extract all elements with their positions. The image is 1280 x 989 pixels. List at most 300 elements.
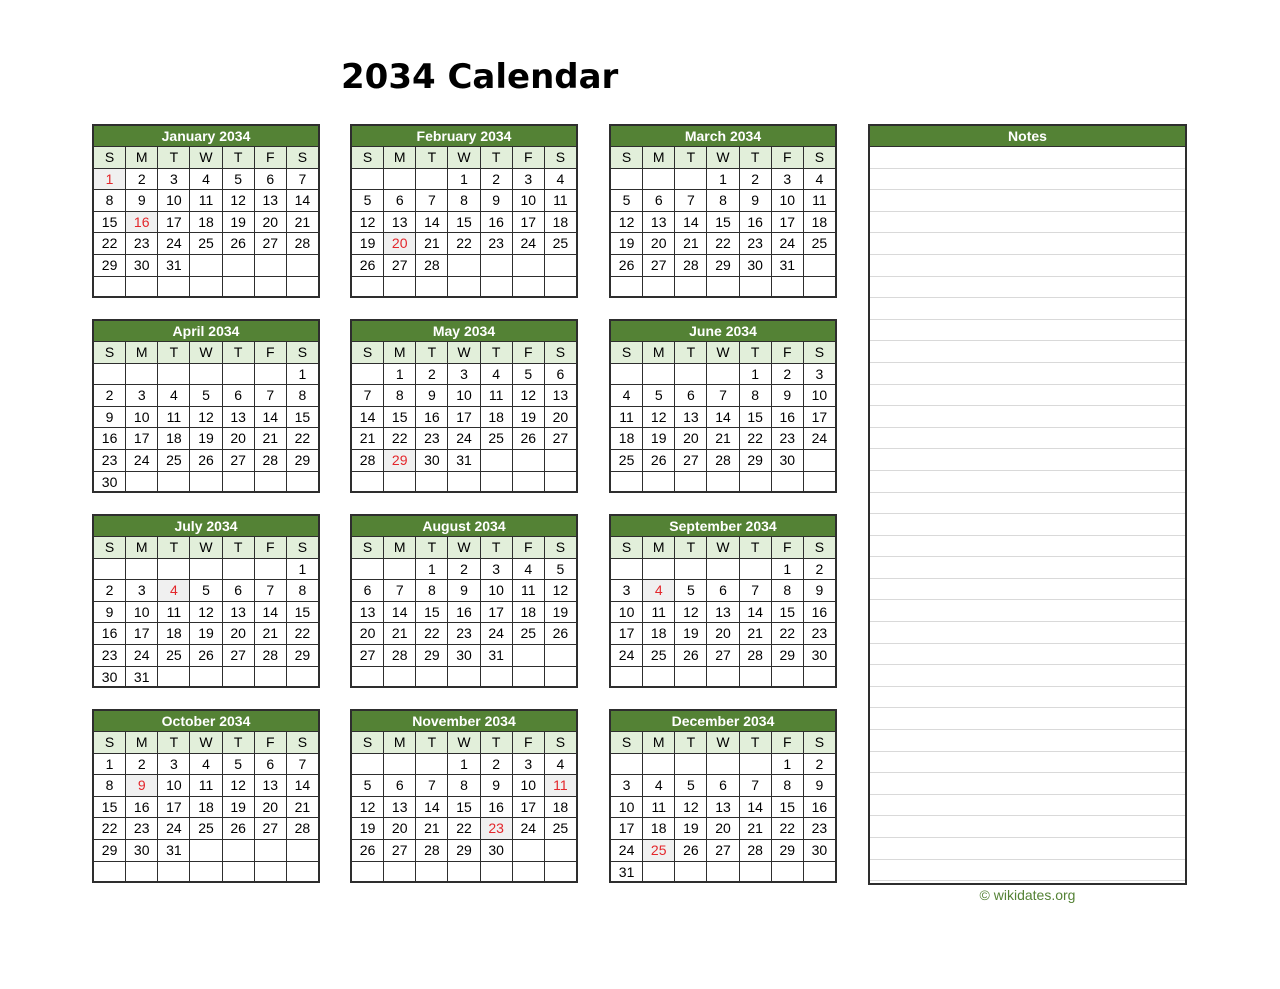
day-cell: 3 bbox=[448, 364, 480, 385]
notes-line[interactable] bbox=[870, 428, 1185, 450]
day-cell: 16 bbox=[740, 212, 772, 233]
day-cell: 4 bbox=[190, 754, 222, 775]
day-cell: 20 bbox=[384, 818, 416, 839]
day-cell: 23 bbox=[448, 623, 480, 644]
day-cell: 17 bbox=[811, 408, 828, 425]
day-cell: 15 bbox=[94, 797, 126, 818]
day-cell: 14 bbox=[740, 797, 772, 818]
day-cell: 9 bbox=[94, 602, 126, 623]
day-cell: 27 bbox=[352, 645, 384, 666]
day-cell: 17 bbox=[158, 212, 190, 233]
day-cell: 22 bbox=[294, 430, 311, 447]
day-cell: 29 bbox=[740, 450, 772, 471]
notes-line[interactable] bbox=[870, 752, 1185, 774]
empty-day-cell bbox=[643, 862, 675, 883]
day-cell: 13 bbox=[384, 797, 416, 818]
empty-day-cell bbox=[448, 277, 480, 298]
day-cell: 25 bbox=[190, 233, 222, 254]
notes-line[interactable] bbox=[870, 363, 1185, 385]
notes-line[interactable] bbox=[870, 708, 1185, 730]
weekday-label: T bbox=[158, 537, 190, 558]
day-cell: 6 bbox=[384, 775, 416, 796]
weekday-label: T bbox=[481, 342, 513, 363]
empty-day-cell bbox=[126, 277, 158, 298]
day-cell: 3 bbox=[158, 169, 190, 190]
notes-line[interactable] bbox=[870, 169, 1185, 191]
empty-day-cell bbox=[416, 169, 448, 190]
day-cell: 8 bbox=[707, 190, 739, 211]
day-cell: 28 bbox=[416, 840, 448, 861]
month-calendar bbox=[350, 319, 578, 493]
day-cell: 11 bbox=[643, 602, 675, 623]
day-cell: 23 bbox=[94, 645, 126, 666]
day-cell: 30 bbox=[481, 840, 513, 861]
weekday-label: S bbox=[555, 539, 566, 555]
weekday-header-row bbox=[611, 147, 835, 169]
day-cell: 11 bbox=[158, 407, 190, 428]
empty-day-cell bbox=[255, 667, 287, 688]
day-cell: 22 bbox=[448, 233, 480, 254]
month-calendar bbox=[609, 319, 837, 493]
weekday-label: T bbox=[416, 537, 448, 558]
weekday-label: S bbox=[297, 539, 308, 555]
day-cell: 1 bbox=[416, 559, 448, 580]
week-row bbox=[611, 169, 835, 191]
week-row bbox=[352, 277, 576, 298]
day-cell: 5 bbox=[513, 364, 545, 385]
notes-line[interactable] bbox=[870, 665, 1185, 687]
weekday-header-row bbox=[352, 147, 576, 169]
day-cell: 19 bbox=[675, 818, 707, 839]
day-cell: 10 bbox=[513, 190, 545, 211]
notes-line[interactable] bbox=[870, 147, 1185, 169]
day-cell: 16 bbox=[481, 797, 513, 818]
day-cell: 7 bbox=[675, 190, 707, 211]
day-cell: 27 bbox=[223, 450, 255, 471]
weekday-label: T bbox=[675, 732, 707, 753]
day-cell: 29 bbox=[294, 646, 311, 663]
empty-day-cell bbox=[384, 754, 416, 775]
day-cell: 27 bbox=[552, 430, 569, 447]
notes-line[interactable] bbox=[870, 471, 1185, 493]
week-row bbox=[611, 602, 835, 624]
notes-line[interactable] bbox=[870, 687, 1185, 709]
day-cell: 20 bbox=[552, 408, 569, 425]
notes-line[interactable] bbox=[870, 838, 1185, 860]
notes-line[interactable] bbox=[870, 449, 1185, 471]
weekday-label: F bbox=[772, 147, 804, 168]
day-cell: 16 bbox=[126, 797, 158, 818]
weekday-label: W bbox=[707, 147, 739, 168]
empty-day-cell bbox=[545, 277, 576, 298]
empty-day-cell bbox=[384, 277, 416, 298]
day-cell: 24 bbox=[126, 450, 158, 471]
day-cell: 8 bbox=[298, 582, 307, 599]
day-cell: 26 bbox=[675, 645, 707, 666]
empty-day-cell bbox=[352, 559, 384, 580]
day-cell: 16 bbox=[811, 603, 828, 620]
day-cell: 1 bbox=[740, 364, 772, 385]
week-row bbox=[94, 407, 318, 429]
empty-day-cell bbox=[643, 277, 675, 298]
weekday-header-row bbox=[94, 147, 318, 169]
empty-day-cell bbox=[513, 645, 545, 666]
day-cell: 1 bbox=[384, 364, 416, 385]
empty-day-cell bbox=[126, 862, 158, 883]
day-cell: 30 bbox=[94, 472, 126, 493]
week-row bbox=[611, 190, 835, 212]
weekday-label: T bbox=[416, 732, 448, 753]
empty-day-cell bbox=[94, 862, 126, 883]
day-cell: 26 bbox=[552, 625, 569, 642]
day-cell: 18 bbox=[811, 213, 828, 230]
week-row bbox=[611, 840, 835, 862]
day-cell: 29 bbox=[772, 840, 804, 861]
day-cell: 3 bbox=[513, 754, 545, 775]
day-cell: 8 bbox=[298, 387, 307, 404]
day-cell: 19 bbox=[352, 233, 384, 254]
empty-day-cell bbox=[158, 472, 190, 493]
day-cell: 14 bbox=[675, 212, 707, 233]
notes-line[interactable] bbox=[870, 212, 1185, 234]
empty-day-cell bbox=[190, 472, 222, 493]
day-cell: 14 bbox=[416, 212, 448, 233]
empty-day-cell bbox=[126, 559, 158, 580]
empty-day-cell bbox=[740, 862, 772, 883]
day-cell: 14 bbox=[255, 407, 287, 428]
day-cell: 6 bbox=[223, 385, 255, 406]
day-cell: 15 bbox=[416, 602, 448, 623]
empty-day-cell bbox=[255, 364, 287, 385]
notes-line[interactable] bbox=[870, 493, 1185, 515]
month-title: July 2034 bbox=[94, 516, 318, 537]
notes-line[interactable] bbox=[870, 557, 1185, 579]
day-cell: 7 bbox=[352, 385, 384, 406]
day-cell: 28 bbox=[255, 450, 287, 471]
empty-day-cell bbox=[643, 559, 675, 580]
month-title: June 2034 bbox=[611, 321, 835, 342]
day-cell: 2 bbox=[94, 580, 126, 601]
day-cell: 31 bbox=[611, 862, 643, 883]
empty-day-cell bbox=[481, 472, 513, 493]
month-title: May 2034 bbox=[352, 321, 576, 342]
day-cell: 27 bbox=[255, 233, 287, 254]
week-row bbox=[611, 862, 835, 883]
day-cell: 18 bbox=[190, 797, 222, 818]
empty-day-cell bbox=[223, 472, 255, 493]
day-cell: 21 bbox=[294, 798, 311, 815]
week-row bbox=[94, 580, 318, 602]
notes-line[interactable] bbox=[870, 795, 1185, 817]
day-cell: 6 bbox=[255, 754, 287, 775]
day-cell: 3 bbox=[126, 580, 158, 601]
day-cell: 28 bbox=[707, 450, 739, 471]
empty-day-cell bbox=[611, 667, 643, 688]
day-cell: 7 bbox=[416, 775, 448, 796]
weekday-label: S bbox=[94, 732, 126, 753]
day-cell: 23 bbox=[126, 233, 158, 254]
day-cell: 26 bbox=[352, 255, 384, 276]
day-cell: 3 bbox=[815, 365, 824, 382]
weekday-label: S bbox=[297, 734, 308, 750]
day-cell: 23 bbox=[481, 233, 513, 254]
week-row bbox=[94, 559, 318, 581]
day-cell: 10 bbox=[158, 190, 190, 211]
empty-day-cell bbox=[223, 559, 255, 580]
day-cell: 31 bbox=[481, 645, 513, 666]
weekday-label: W bbox=[190, 732, 222, 753]
notes-line[interactable] bbox=[870, 277, 1185, 299]
weekday-label: F bbox=[513, 147, 545, 168]
notes-line[interactable] bbox=[870, 773, 1185, 795]
week-row bbox=[352, 559, 576, 581]
day-cell: 13 bbox=[707, 797, 739, 818]
day-cell: 4 bbox=[556, 755, 565, 772]
weekday-label: T bbox=[158, 342, 190, 363]
week-row bbox=[611, 623, 835, 645]
week-row bbox=[611, 428, 835, 450]
empty-day-cell bbox=[94, 364, 126, 385]
empty-day-cell bbox=[772, 472, 804, 493]
day-cell: 29 bbox=[94, 840, 126, 861]
day-cell: 3 bbox=[513, 169, 545, 190]
notes-line[interactable] bbox=[870, 644, 1185, 666]
day-cell: 21 bbox=[255, 428, 287, 449]
weekday-label: S bbox=[555, 344, 566, 360]
day-cell: 6 bbox=[643, 190, 675, 211]
week-row bbox=[611, 212, 835, 234]
day-cell: 13 bbox=[643, 212, 675, 233]
week-row bbox=[94, 602, 318, 624]
day-cell: 11 bbox=[553, 192, 568, 209]
holiday-day-cell: 4 bbox=[643, 580, 675, 601]
day-cell: 30 bbox=[448, 645, 480, 666]
empty-day-cell bbox=[352, 667, 384, 688]
day-cell: 9 bbox=[481, 775, 513, 796]
weekday-label: W bbox=[707, 342, 739, 363]
holiday-day-cell: 29 bbox=[384, 450, 416, 471]
day-cell: 24 bbox=[611, 840, 643, 861]
notes-line[interactable] bbox=[870, 385, 1185, 407]
day-cell: 28 bbox=[416, 255, 448, 276]
day-cell: 26 bbox=[513, 428, 545, 449]
weekday-label: S bbox=[814, 734, 825, 750]
day-cell: 26 bbox=[190, 645, 222, 666]
day-cell: 17 bbox=[611, 818, 643, 839]
weekday-header-row bbox=[611, 537, 835, 559]
empty-day-cell bbox=[804, 472, 835, 493]
month-calendar bbox=[92, 514, 320, 688]
day-cell: 28 bbox=[384, 645, 416, 666]
day-cell: 10 bbox=[811, 387, 828, 404]
day-cell: 20 bbox=[223, 623, 255, 644]
week-row bbox=[611, 472, 835, 493]
day-cell: 24 bbox=[611, 645, 643, 666]
empty-day-cell bbox=[772, 862, 804, 883]
weekday-label: F bbox=[772, 732, 804, 753]
weekday-label: M bbox=[384, 342, 416, 363]
day-cell: 9 bbox=[126, 190, 158, 211]
weekday-label: S bbox=[611, 732, 643, 753]
day-cell: 18 bbox=[611, 428, 643, 449]
day-cell: 3 bbox=[126, 385, 158, 406]
empty-day-cell bbox=[416, 667, 448, 688]
day-cell: 10 bbox=[772, 190, 804, 211]
week-row bbox=[611, 775, 835, 797]
weekday-label: T bbox=[675, 342, 707, 363]
week-row bbox=[94, 190, 318, 212]
day-cell: 29 bbox=[416, 645, 448, 666]
day-cell: 10 bbox=[513, 775, 545, 796]
day-cell: 27 bbox=[675, 450, 707, 471]
empty-day-cell bbox=[772, 277, 804, 298]
page-title: 2034 Calendar bbox=[341, 57, 619, 97]
day-cell: 24 bbox=[513, 818, 545, 839]
day-cell: 26 bbox=[190, 450, 222, 471]
empty-day-cell bbox=[223, 840, 255, 861]
holiday-day-cell: 16 bbox=[126, 212, 158, 233]
day-cell: 6 bbox=[384, 190, 416, 211]
day-cell: 10 bbox=[448, 385, 480, 406]
empty-day-cell bbox=[158, 364, 190, 385]
day-cell: 23 bbox=[740, 233, 772, 254]
notes-line[interactable] bbox=[870, 622, 1185, 644]
day-cell: 31 bbox=[158, 840, 190, 861]
notes-line[interactable] bbox=[870, 860, 1185, 882]
weekday-label: M bbox=[384, 147, 416, 168]
week-row bbox=[94, 472, 318, 493]
day-cell: 13 bbox=[223, 602, 255, 623]
day-cell: 17 bbox=[158, 797, 190, 818]
day-cell: 12 bbox=[190, 602, 222, 623]
day-cell: 24 bbox=[513, 233, 545, 254]
day-cell: 5 bbox=[352, 775, 384, 796]
notes-line[interactable] bbox=[870, 579, 1185, 601]
day-cell: 15 bbox=[772, 797, 804, 818]
weekday-label: F bbox=[255, 147, 287, 168]
day-cell: 12 bbox=[552, 582, 569, 599]
empty-day-cell bbox=[675, 277, 707, 298]
day-cell: 7 bbox=[416, 190, 448, 211]
week-row bbox=[352, 862, 576, 883]
week-row bbox=[352, 364, 576, 386]
day-cell: 15 bbox=[294, 603, 311, 620]
notes-line[interactable] bbox=[870, 255, 1185, 277]
day-cell: 14 bbox=[416, 797, 448, 818]
weekday-label: S bbox=[297, 344, 308, 360]
empty-day-cell bbox=[190, 277, 222, 298]
day-cell: 17 bbox=[126, 428, 158, 449]
empty-day-cell bbox=[255, 559, 287, 580]
weekday-label: F bbox=[772, 342, 804, 363]
notes-line[interactable] bbox=[870, 600, 1185, 622]
empty-day-cell bbox=[675, 169, 707, 190]
day-cell: 6 bbox=[223, 580, 255, 601]
day-cell: 3 bbox=[772, 169, 804, 190]
notes-line[interactable] bbox=[870, 406, 1185, 428]
notes-line[interactable] bbox=[870, 816, 1185, 838]
weekday-label: T bbox=[223, 537, 255, 558]
notes-line[interactable] bbox=[870, 320, 1185, 342]
notes-line[interactable] bbox=[870, 514, 1185, 536]
weekday-label: F bbox=[255, 732, 287, 753]
empty-day-cell bbox=[190, 559, 222, 580]
day-cell: 2 bbox=[740, 169, 772, 190]
notes-line[interactable] bbox=[870, 298, 1185, 320]
week-row bbox=[611, 364, 835, 386]
day-cell: 23 bbox=[811, 820, 828, 837]
empty-day-cell bbox=[223, 255, 255, 276]
day-cell: 23 bbox=[126, 818, 158, 839]
empty-day-cell bbox=[611, 472, 643, 493]
week-row bbox=[94, 428, 318, 450]
day-cell: 15 bbox=[772, 602, 804, 623]
notes-panel bbox=[868, 124, 1187, 885]
day-cell: 3 bbox=[481, 559, 513, 580]
weekday-label: W bbox=[707, 732, 739, 753]
day-cell: 7 bbox=[298, 755, 307, 772]
weekday-label: M bbox=[643, 537, 675, 558]
weekday-label: F bbox=[255, 342, 287, 363]
day-cell: 11 bbox=[643, 797, 675, 818]
day-cell: 9 bbox=[94, 407, 126, 428]
week-row bbox=[611, 407, 835, 429]
day-cell: 10 bbox=[611, 797, 643, 818]
weekday-label: S bbox=[814, 149, 825, 165]
day-cell: 1 bbox=[772, 559, 804, 580]
day-cell: 23 bbox=[772, 428, 804, 449]
month-calendar bbox=[92, 124, 320, 298]
notes-line[interactable] bbox=[870, 536, 1185, 558]
day-cell: 17 bbox=[611, 623, 643, 644]
day-cell: 5 bbox=[675, 775, 707, 796]
notes-line[interactable] bbox=[870, 730, 1185, 752]
week-row bbox=[94, 754, 318, 776]
notes-line[interactable] bbox=[870, 190, 1185, 212]
week-row bbox=[352, 818, 576, 840]
empty-day-cell bbox=[352, 862, 384, 883]
week-row bbox=[352, 645, 576, 667]
empty-day-cell bbox=[255, 472, 287, 493]
weekday-label: T bbox=[740, 537, 772, 558]
weekday-label: W bbox=[707, 537, 739, 558]
empty-day-cell bbox=[158, 559, 190, 580]
day-cell: 19 bbox=[552, 603, 569, 620]
notes-line[interactable] bbox=[870, 341, 1185, 363]
day-cell: 26 bbox=[223, 818, 255, 839]
day-cell: 5 bbox=[611, 190, 643, 211]
day-cell: 29 bbox=[448, 840, 480, 861]
empty-day-cell bbox=[384, 559, 416, 580]
empty-day-cell bbox=[804, 862, 835, 883]
day-cell: 8 bbox=[448, 190, 480, 211]
empty-day-cell bbox=[707, 559, 739, 580]
day-cell: 26 bbox=[223, 233, 255, 254]
empty-day-cell bbox=[255, 277, 287, 298]
day-cell: 3 bbox=[611, 775, 643, 796]
day-cell: 5 bbox=[643, 385, 675, 406]
weekday-label: T bbox=[740, 732, 772, 753]
weekday-label: S bbox=[352, 147, 384, 168]
notes-line[interactable] bbox=[870, 233, 1185, 255]
day-cell: 18 bbox=[552, 213, 569, 230]
day-cell: 16 bbox=[481, 212, 513, 233]
day-cell: 21 bbox=[384, 623, 416, 644]
day-cell: 19 bbox=[190, 428, 222, 449]
day-cell: 31 bbox=[448, 450, 480, 471]
week-row bbox=[352, 775, 576, 797]
day-cell: 20 bbox=[255, 797, 287, 818]
